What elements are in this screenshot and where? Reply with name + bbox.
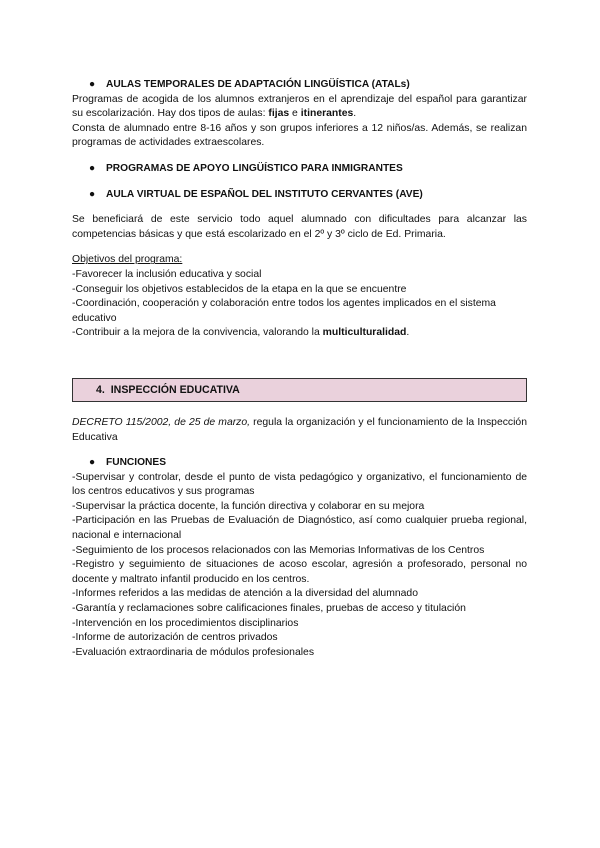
funcion-item: -Participación en las Pruebas de Evaluación de Diagnóstico, así como cualquier prueba regional, nacional e internacional xyxy=(72,515,527,542)
funcion-item: -Garantía y reclamaciones sobre calificaciones finales, pruebas de acceso y titulación xyxy=(72,603,466,615)
funcion-item: -Seguimiento de los procesos relacionados con las Memorias Informativas de los Centros xyxy=(72,544,485,556)
objective-item: -Favorecer la inclusión educativa y social xyxy=(72,268,262,280)
decree-italic: DECRETO 115/2002, de 25 de marzo, xyxy=(72,416,251,428)
decree-paragraph xyxy=(72,416,527,445)
atal-paragraph-2: Consta de alumnado entre 8-16 años y son grupos inferiores a 12 niños/as. Además, se realizan programas de actividades extraescolares. xyxy=(72,122,527,149)
atal-p1-text: Programas de acogida de los alumnos extranjeros en el aprendizaje del español para garantizar su escolarización. Hay dos tipos de aulas: xyxy=(72,93,527,120)
atal-p1-mid: e xyxy=(289,108,301,120)
section-4-number: 4. xyxy=(96,383,105,396)
funcion-item: -Informes referidos a las medidas de atención a la diversidad del alumnado xyxy=(72,588,418,600)
atal-paragraph-1 xyxy=(72,93,527,122)
funcion-item: -Informe de autorización de centros privados xyxy=(72,632,278,644)
document-page xyxy=(72,78,527,660)
objective-item: -Coordinación, cooperación y colaboración entre todos los agentes implicados en el sistema educativo xyxy=(72,298,496,324)
funcion-item: -Evaluación extraordinaria de módulos profesionales xyxy=(72,646,315,658)
objectives-title: Objetivos del programa: xyxy=(72,254,183,266)
section-4-header xyxy=(72,378,527,402)
funcion-item: -Intervención en los procedimientos disciplinarios xyxy=(72,617,299,629)
objective-item: -Conseguir los objetivos establecidos de la etapa en la que se encuentre xyxy=(72,283,407,295)
objective-last-text: -Contribuir a la mejora de la convivencia, valorando la xyxy=(72,327,323,339)
objective-item-last xyxy=(72,326,527,341)
bullet-icon: ● xyxy=(89,79,96,90)
atal-heading xyxy=(72,78,527,93)
atal-p1-bold-fijas: fijas xyxy=(268,108,290,120)
programas-heading-text: PROGRAMAS DE APOYO LINGÜÍSTICO PARA INMIGRANTES xyxy=(106,162,403,174)
funciones-heading-text: FUNCIONES xyxy=(106,457,166,469)
ave-heading xyxy=(72,188,527,203)
funcion-item: -Supervisar la práctica docente, la función directiva y colaborar en su mejora xyxy=(72,500,425,512)
funciones-heading xyxy=(72,456,527,471)
funcion-item: -Registro y seguimiento de situaciones de acoso escolar, agresión a profesorado, personal no docente y maltrato infantil producido en los centros. xyxy=(72,559,527,585)
decree-text: regula la organización y el funcionamiento de la Inspección Educativa xyxy=(72,416,527,443)
atal-heading-text: AULAS TEMPORALES DE ADAPTACIÓN LINGÜÍSTICA (ATALs) xyxy=(106,79,410,90)
ave-paragraph: Se beneficiará de este servicio todo aquel alumnado con dificultades para alcanzar las competencias básicas y que está escolarizado en el 2º y 3º ciclo de Ed. Primaria. xyxy=(72,214,527,240)
section-4-title: INSPECCIÓN EDUCATIVA xyxy=(110,383,240,396)
bullet-icon: ● xyxy=(89,457,96,469)
ave-heading-text: AULA VIRTUAL DE ESPAÑOL DEL INSTITUTO CERVANTES (AVE) xyxy=(106,188,423,200)
objective-last-bold: multiculturalidad xyxy=(322,327,407,339)
atal-p1-bold-itinerantes: itinerantes xyxy=(300,108,354,120)
objective-last-end: . xyxy=(406,327,410,339)
programas-heading xyxy=(72,162,527,177)
funcion-item: -Supervisar y controlar, desde el punto de vista pedagógico y organizativo, el funcionamiento de los centros educativos y sus programas xyxy=(72,471,527,498)
atal-p1-end: . xyxy=(353,108,357,120)
bullet-icon: ● xyxy=(89,162,96,174)
bullet-icon: ● xyxy=(89,188,96,200)
